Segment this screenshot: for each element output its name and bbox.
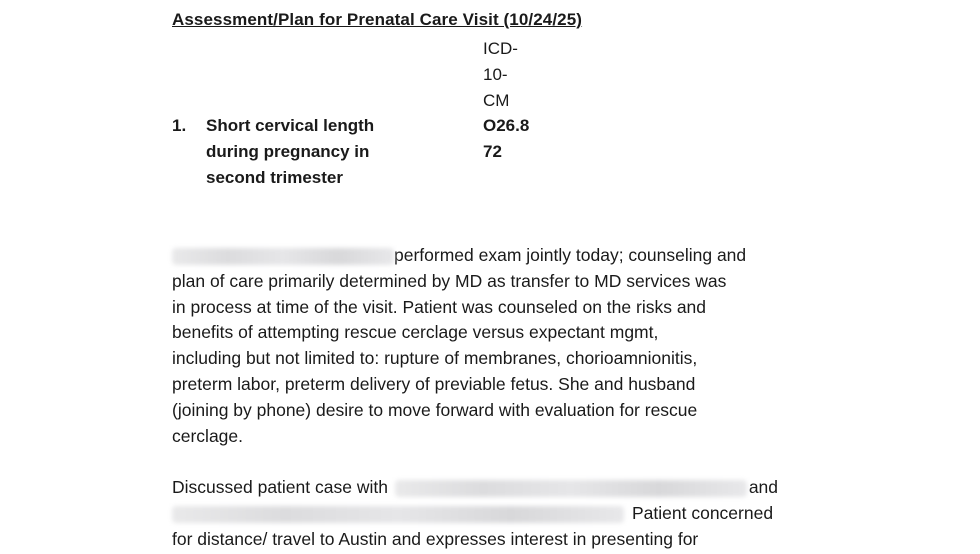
paragraph-line: preterm labor, preterm delivery of previable fetus. She and husband (172, 373, 696, 394)
paragraph-text: Discussed patient case with (172, 477, 388, 497)
paragraph-line: (joining by phone) desire to move forward with evaluation for rescue (172, 399, 698, 420)
paragraph-text: performed exam jointly today; counseling and (394, 245, 747, 265)
icd-column-header (483, 36, 523, 114)
icd-header-line: CM (483, 91, 510, 110)
redacted-name-block (395, 480, 747, 497)
diagnosis-number: 1. (172, 116, 187, 135)
diagnosis-code-line: 72 (483, 142, 502, 161)
paragraph-line (172, 475, 778, 501)
redacted-name-block (172, 248, 394, 265)
paragraph-line (172, 243, 746, 269)
diagnosis-code (483, 113, 529, 165)
paragraph-line: in process at time of the visit. Patient was counseled on the risks and (172, 296, 707, 317)
document-title: Assessment/Plan for Prenatal Care Visit (10/24/25) (172, 10, 583, 29)
diagnosis-code-line: O26.8 (483, 116, 530, 135)
paragraph-line: for distance/ travel to Austin and expresses interest in presenting for (172, 528, 699, 549)
assessment-paragraph (172, 243, 746, 449)
paragraph-text: and (748, 477, 779, 497)
discussion-paragraph (172, 475, 778, 552)
paragraph-line: benefits of attempting rescue cerclage versus expectant mgmt, (172, 322, 659, 343)
diagnosis-description-line: Short cervical length (206, 116, 375, 135)
diagnosis-description-line: during pregnancy in (206, 142, 370, 161)
icd-header-line: ICD- (483, 39, 518, 58)
paragraph-line (172, 501, 778, 527)
icd-header-line: 10- (483, 65, 508, 84)
paragraph-line: including but not limited to: rupture of membranes, chorioamnionitis, (172, 348, 698, 369)
paragraph-text: Patient concerned (632, 502, 774, 523)
paragraph-line: cerclage. (172, 425, 244, 446)
diagnosis-description (206, 113, 436, 191)
redacted-name-block (172, 506, 624, 523)
diagnosis-description-line: second trimester (206, 168, 343, 187)
paragraph-line: plan of care primarily determined by MD as transfer to MD services was (172, 270, 727, 291)
